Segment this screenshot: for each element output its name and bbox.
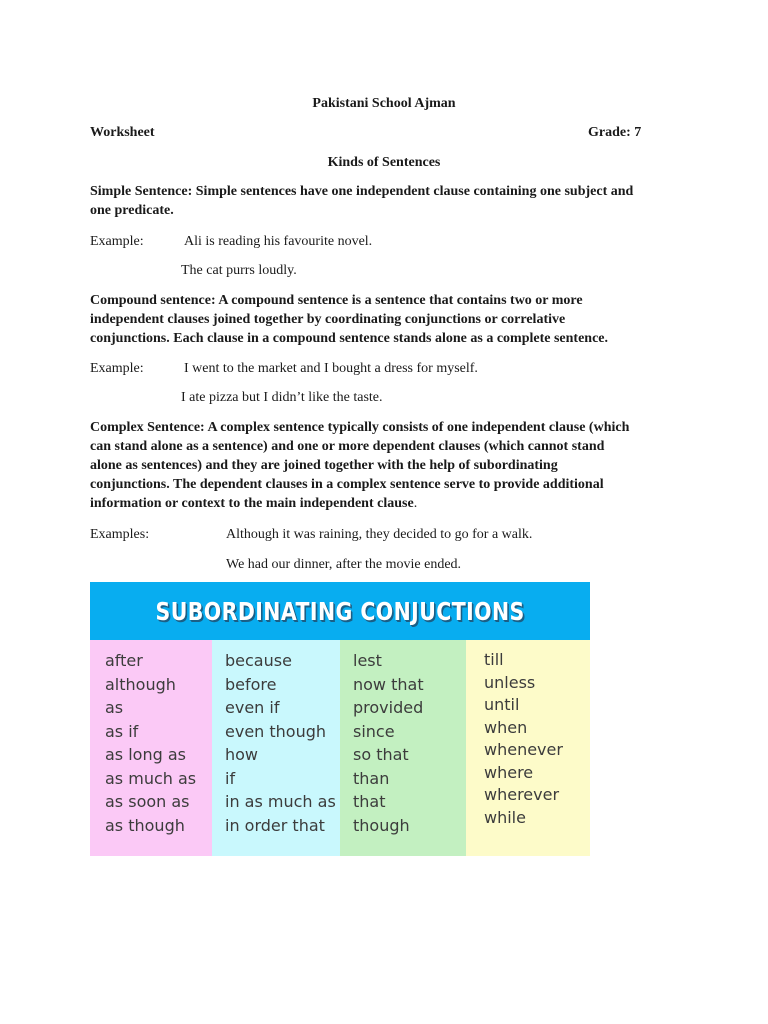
- conjunction-word: that: [353, 792, 386, 811]
- conjunction-word: as long as: [105, 745, 186, 764]
- conjunctions-column-3: [340, 640, 466, 856]
- conjunction-word: wherever: [484, 785, 560, 804]
- definition-line: A complex sentence typically consists of one independent clause (which: [207, 420, 630, 435]
- page-title: Kinds of Sentences: [327, 155, 441, 170]
- example-sentence: I ate pizza but I didn’t like the taste.: [181, 390, 383, 405]
- final-period: .: [413, 496, 418, 511]
- conjunctions-header: [90, 582, 590, 640]
- example-label: Example:: [90, 234, 144, 249]
- conjunction-word: in as much as: [225, 792, 336, 811]
- conjunction-word: as soon as: [105, 792, 190, 811]
- conjunction-word: even if: [225, 698, 280, 717]
- example-sentence: I went to the market and I bought a dress for myself.: [184, 361, 478, 376]
- definition-line: Simple sentences have one independent clause containing one subject and: [195, 184, 634, 199]
- conjunctions-column-4: [466, 640, 590, 856]
- conjunction-word: while: [484, 807, 526, 827]
- conjunction-word: as much as: [105, 768, 197, 788]
- conjunction-word: whenever: [484, 740, 563, 759]
- example-sentence: The cat purrs loudly.: [181, 263, 297, 278]
- conjunctions-column-2: [212, 640, 340, 856]
- conjunction-word: as if: [105, 721, 139, 741]
- conjunction-word: if: [225, 768, 236, 788]
- grade-label: Grade: 7: [588, 125, 642, 140]
- conjunction-word: although: [105, 674, 176, 694]
- worksheet-label: Worksheet: [90, 125, 155, 140]
- example-sentence: Although it was raining, they decided to go for a walk.: [226, 527, 533, 542]
- conjunction-word: where: [484, 762, 534, 782]
- compound-sentence-heading: Compound sentence:: [90, 293, 216, 308]
- conjunction-word: lest: [353, 651, 382, 670]
- conjunction-word: because: [225, 651, 292, 670]
- complex-sentence-definition: [90, 418, 682, 513]
- conjunction-word: in order that: [225, 815, 325, 835]
- conjunction-word: until: [484, 695, 520, 714]
- example-label: Example:: [90, 361, 144, 376]
- conjunction-word: till: [484, 650, 504, 669]
- conjunction-word: as though: [105, 815, 185, 835]
- definition-line: can stand alone as a sentence) and one or more dependent clauses (which cannot stand: [90, 439, 605, 454]
- conjunction-word: when: [484, 717, 528, 737]
- complex-sentence-heading: Complex Sentence:: [90, 420, 205, 435]
- conjunction-word: unless: [484, 672, 536, 692]
- conjunction-word: than: [353, 768, 390, 788]
- simple-sentence-definition: [90, 182, 682, 220]
- conjunction-word: as: [105, 698, 124, 717]
- conjunctions-title: SUBORDINATING CONJUCTIONS: [155, 596, 525, 626]
- conjunction-word: though: [353, 815, 410, 835]
- definition-line: conjunctions. The dependent clauses in a complex sentence serve to provide additional: [90, 477, 604, 492]
- conjunction-word: even though: [225, 721, 327, 741]
- conjunction-word: before: [225, 674, 277, 694]
- school-name: Pakistani School Ajman: [312, 96, 456, 111]
- conjunction-word: how: [225, 745, 259, 764]
- conjunctions-column-1: [90, 640, 212, 856]
- simple-sentence-heading: Simple Sentence:: [90, 184, 193, 199]
- definition-line: information or context to the main independent clause: [90, 496, 414, 511]
- conjunction-word: so that: [353, 745, 409, 764]
- definition-line: independent clauses joined together by coordinating conjunctions or correlative: [90, 312, 566, 327]
- example-sentence: We had our dinner, after the movie ended.: [226, 557, 462, 572]
- definition-line: alone as sentences) and they are joined together with the help of subordinating: [90, 458, 558, 473]
- conjunction-word: provided: [353, 698, 424, 717]
- example-label: Examples:: [90, 527, 150, 542]
- definition-line: one predicate.: [90, 203, 174, 218]
- conjunction-word: since: [353, 721, 395, 741]
- conjunction-word: now that: [353, 674, 424, 694]
- subordinating-conjunctions-table: [90, 582, 590, 856]
- compound-sentence-definition: [90, 291, 682, 348]
- definition-line: A compound sentence is a sentence that contains two or more: [218, 293, 583, 308]
- definition-line: conjunctions. Each clause in a compound sentence stands alone as a complete sentence.: [90, 331, 609, 346]
- conjunction-word: after: [105, 651, 143, 670]
- example-sentence: Ali is reading his favourite novel.: [184, 234, 373, 249]
